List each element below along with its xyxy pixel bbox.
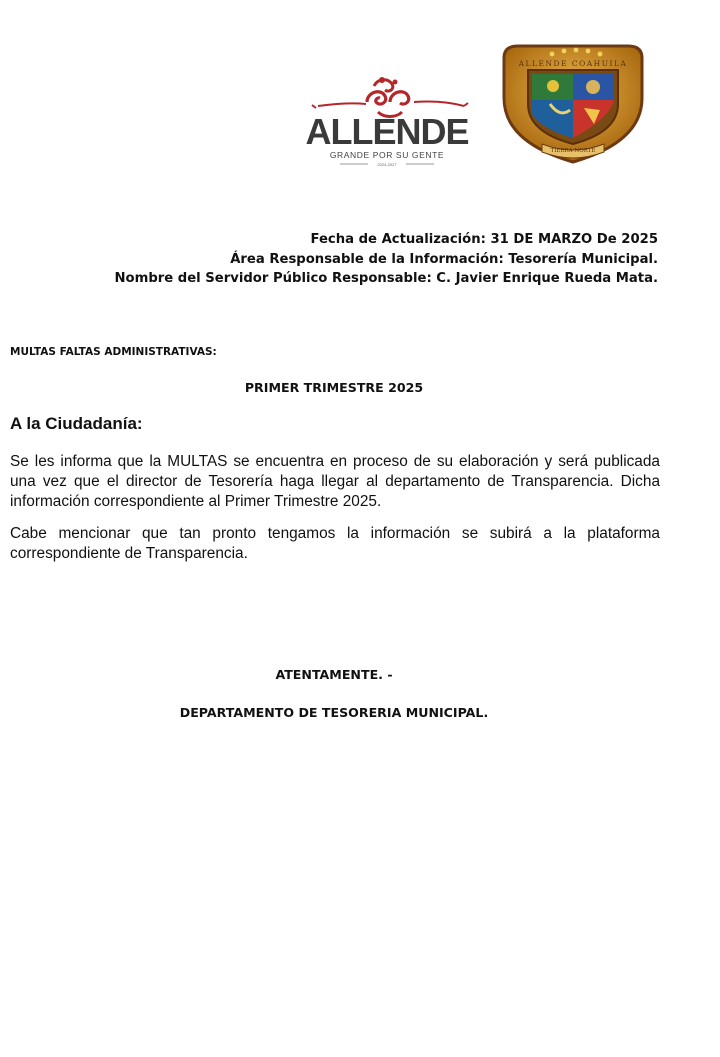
period-heading: PRIMER TRIMESTRE 2025 [244,380,424,395]
logo-tagline: GRANDE POR SU GENTE [329,150,445,160]
document-metadata [114,230,658,289]
section-label: MULTAS FALTAS ADMINISTRATIVAS: [10,346,217,358]
responsible-official: Nombre del Servidor Público Responsable: C. Javier Enrique Rueda Mata. [114,271,658,286]
allende-logo [282,72,492,172]
seal-ribbon-text: TIERRA NORTE [550,148,596,154]
responsible-area: Área Responsable de la Información: Tesorería Municipal. [230,251,658,267]
logo-wordmark: ALLENDE [305,111,469,152]
closing-department: DEPARTAMENTO DE TESORERIA MUNICIPAL. [179,705,489,720]
logo-years: 2024-2027 [377,162,397,167]
body-paragraph-1: Se les informa que la MULTAS se encuentra en proceso de su elaboración y será publicada una vez que el director de Tesorería haga llegar al departamento de Transparencia. Dicha información correspondiente al Primer Trimestre 2025. [10,453,660,510]
salutation: A la Ciudadanía: [10,414,143,433]
body-paragraph-2: Cabe mencionar que tan pronto tengamos la información se subirá a la plataforma correspondiente de Transparencia. [10,525,660,562]
municipal-seal [492,40,654,168]
closing-regards: ATENTAMENTE. - [275,667,393,682]
update-date: Fecha de Actualización: 31 DE MARZO De 2025 [310,232,658,247]
seal-motto: ALLENDE COAHUILA [518,59,628,68]
